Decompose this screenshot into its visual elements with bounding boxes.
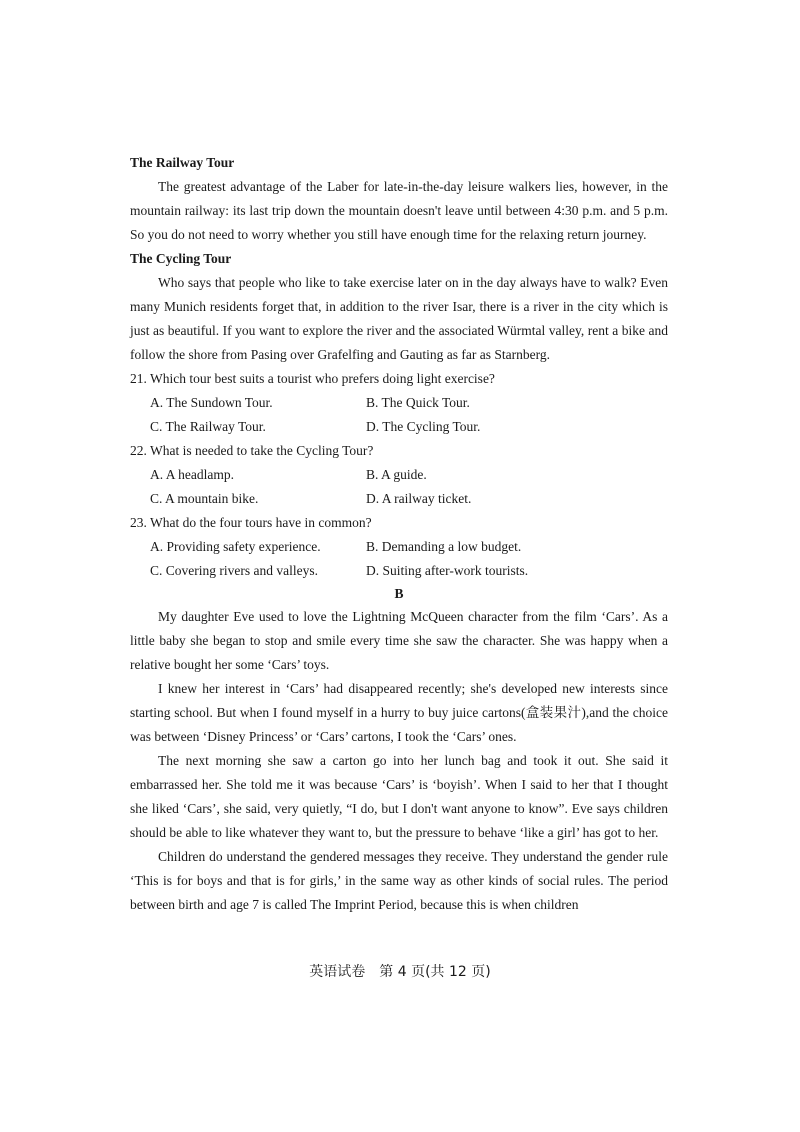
option-d: D. A railway ticket. [366, 491, 472, 506]
question-stem: 21. Which tour best suits a tourist who prefers doing light exercise? [130, 371, 495, 386]
option-b: B. Demanding a low budget. [366, 539, 522, 554]
question-22 [130, 439, 668, 511]
section-b-label: B [394, 586, 404, 601]
question-21 [130, 367, 668, 439]
option-c: C. The Railway Tour. [150, 419, 266, 434]
question-options [130, 535, 668, 583]
option-d: D. The Cycling Tour. [366, 419, 481, 434]
option-a: A. A headlamp. [150, 467, 234, 482]
passage-b-paragraph-2: I knew her interest in ‘Cars’ had disappeared recently; she's developed new interests since starting school. But when I found myself in a hurry to buy juice cartons(盒装果汁),and the choice was between ‘Disney Princess’ or ‘Cars’ cartons, I took the ‘Cars’ ones. [130, 681, 668, 744]
option-b: B. A guide. [366, 467, 427, 482]
railway-tour-heading: The Railway Tour [130, 155, 235, 170]
passage-b-paragraph-3: The next morning she saw a carton go into her lunch bag and took it out. She said it embarrassed her. She told me it was because ‘Cars’ is ‘boyish’. When I said to her that I thought she liked ‘Cars’, she said, very quietly, “I do, but I don't want anyone to know”. Eve says children should be able to like whatever they want to, but the pressure to behave ‘like a girl’ has got to her. [130, 753, 668, 840]
option-b: B. The Quick Tour. [366, 395, 470, 410]
question-23 [130, 511, 668, 583]
option-c: C. A mountain bike. [150, 491, 259, 506]
passage-b-paragraph-4: Children do understand the gendered messages they receive. They understand the gender rule ‘This is for boys and that is for girls,’ in the same way as other kinds of social rules. The period between birth and age 7 is called The Imprint Period, because this is when children [130, 849, 668, 912]
question-options [130, 391, 668, 439]
page-footer: 英语试卷 第 4 页(共 12 页) [309, 964, 491, 980]
option-a: A. Providing safety experience. [150, 539, 321, 554]
option-c: C. Covering rivers and valleys. [150, 563, 318, 578]
passage-b-paragraph-1: My daughter Eve used to love the Lightning McQueen character from the film ‘Cars’. As a little baby she began to stop and smile every time she saw the character. She was happy when a relative bought her some ‘Cars’ toys. [130, 609, 668, 672]
page-content [130, 151, 668, 917]
option-a: A. The Sundown Tour. [150, 395, 273, 410]
railway-tour-text: The greatest advantage of the Laber for late-in-the-day leisure walkers lies, however, in the mountain railway: its last trip down the mountain doesn't leave until between 4:30 p.m. and 5 p.m. So you do not need to worry whether you still have enough time for the relaxing return journey. [130, 179, 668, 242]
question-stem: 23. What do the four tours have in common? [130, 515, 372, 530]
option-d: D. Suiting after-work tourists. [366, 563, 529, 578]
cycling-tour-text: Who says that people who like to take exercise later on in the day always have to walk? Even many Munich residents forget that, in addition to the river Isar, there is a river in the city which is just as beautiful. If you want to explore the river and the associated Würmtal valley, rent a bike and follow the shore from Pasing over Grafelfing and Gauting as far as Starnberg. [130, 275, 668, 362]
question-stem: 22. What is needed to take the Cycling Tour? [130, 443, 374, 458]
cycling-tour-heading: The Cycling Tour [130, 251, 232, 266]
question-options [130, 463, 668, 511]
